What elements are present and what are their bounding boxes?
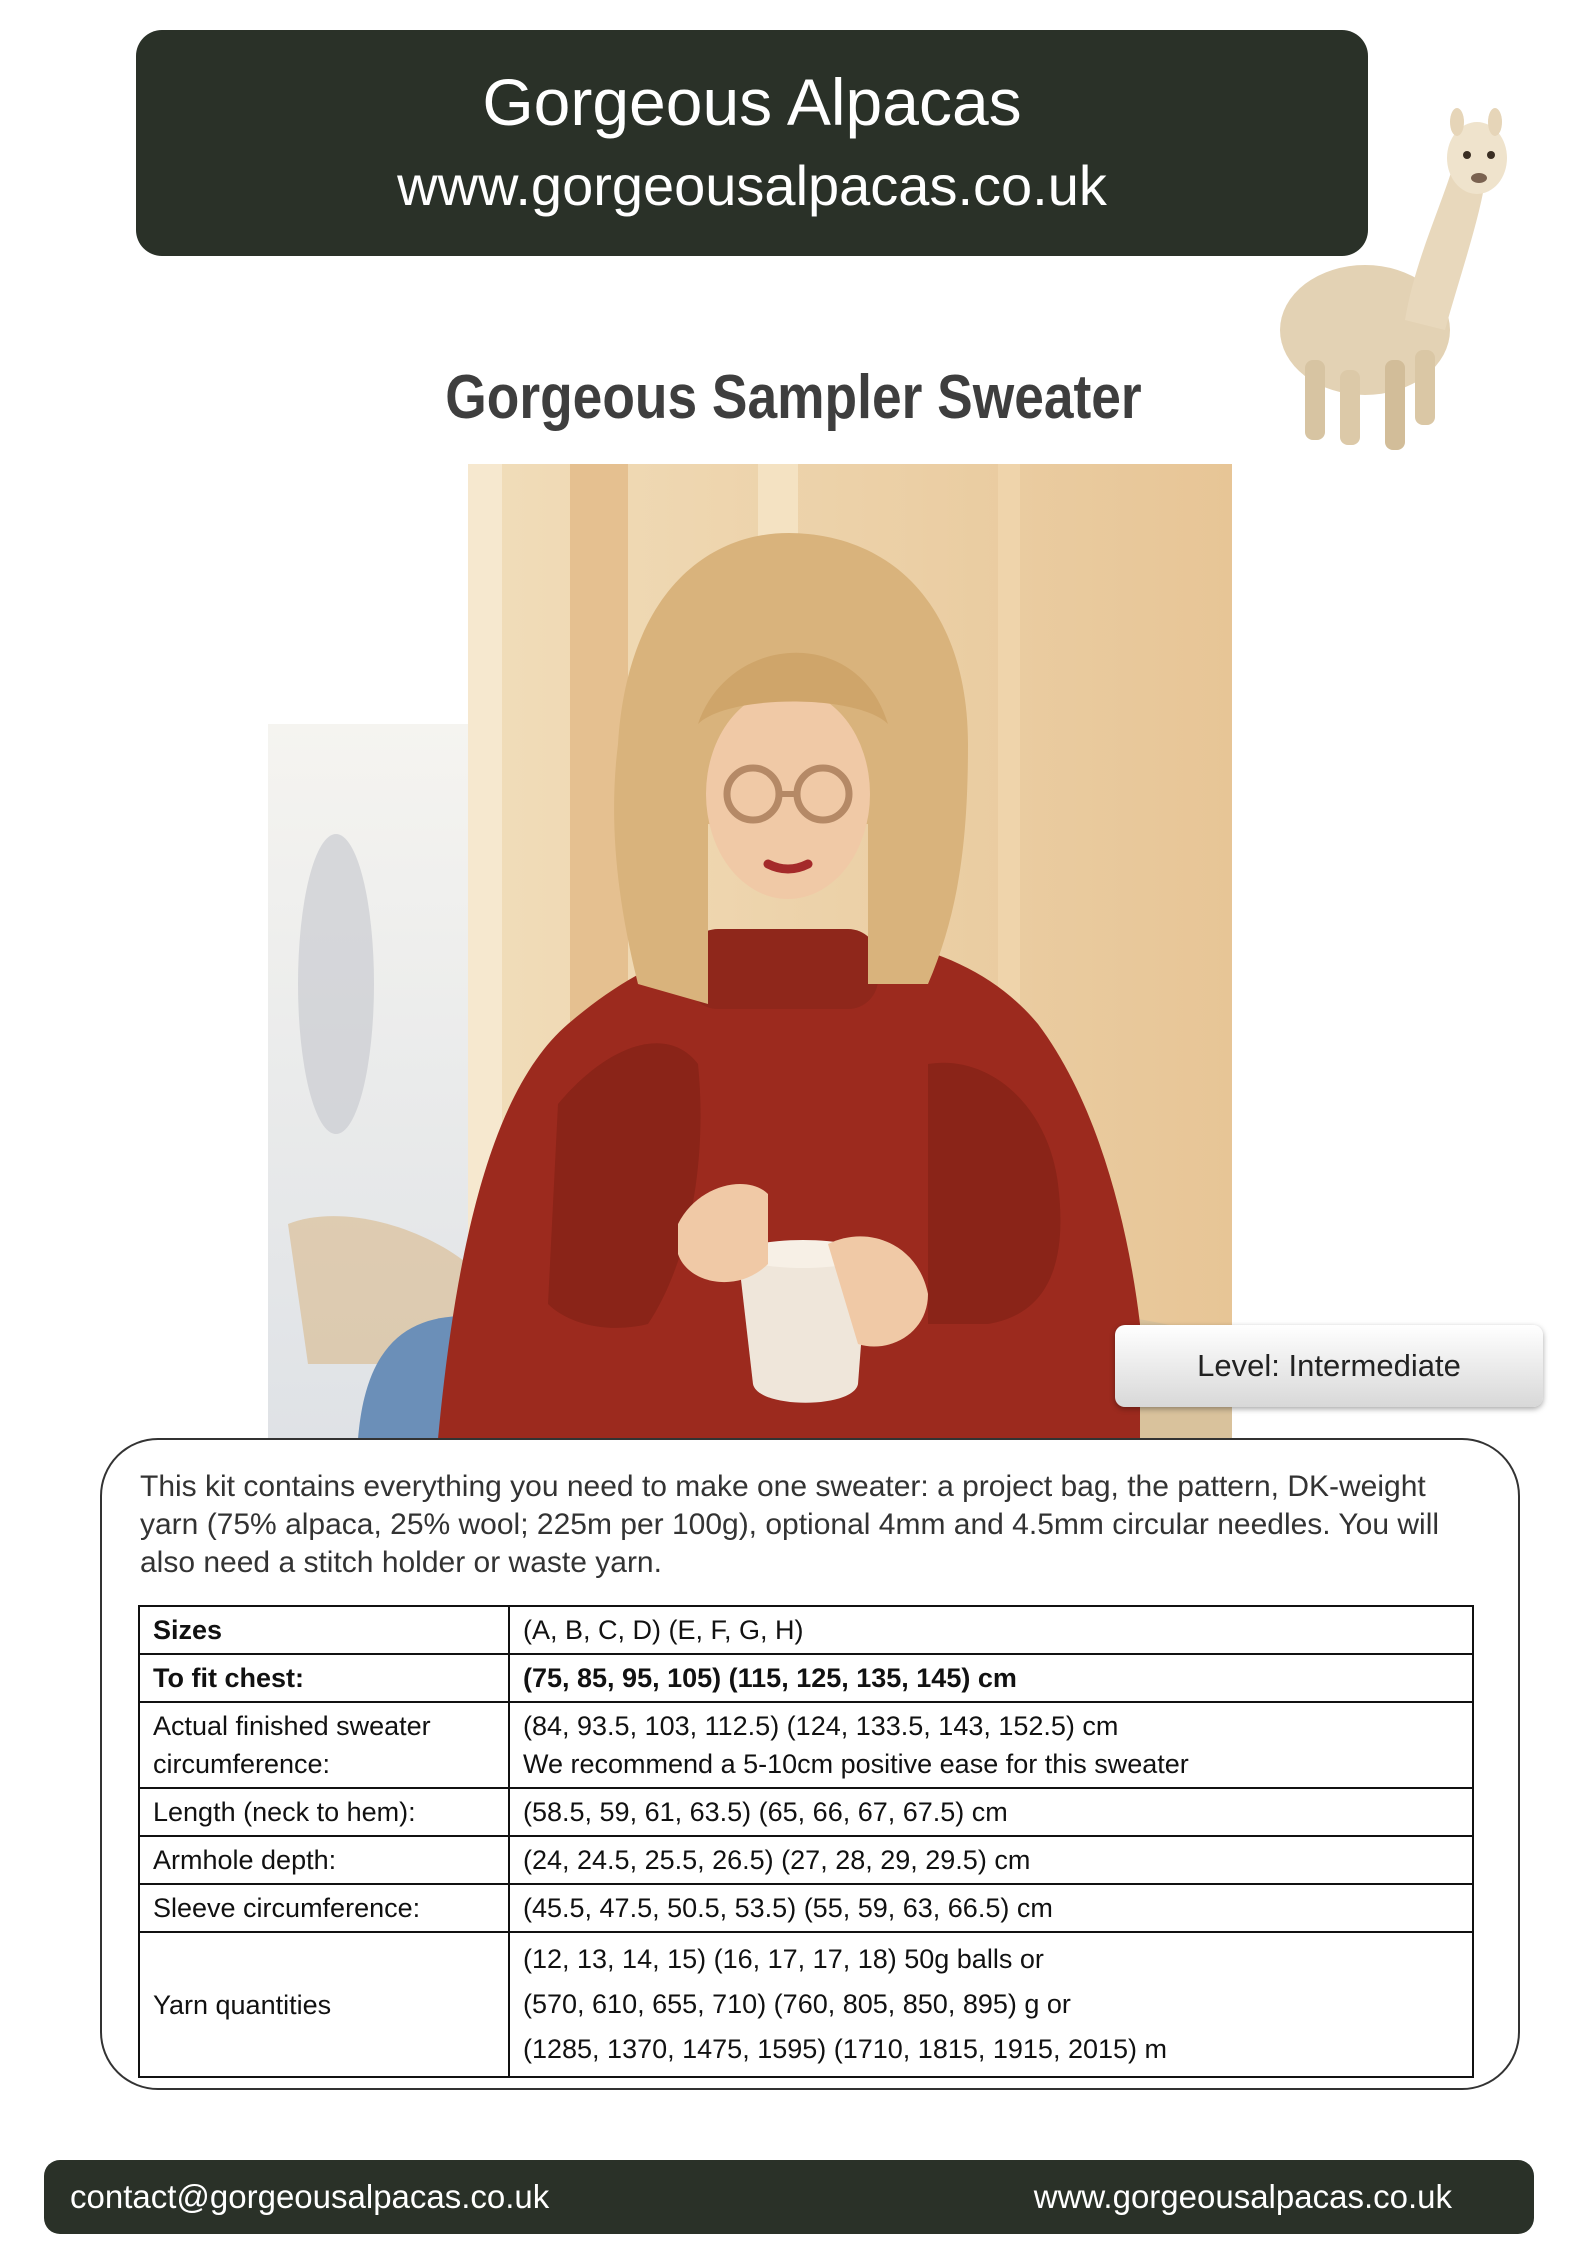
length-label: Length (neck to hem): xyxy=(139,1788,509,1836)
sleeve-value: (45.5, 47.5, 50.5, 53.5) (55, 59, 63, 66.5) cm xyxy=(509,1884,1473,1932)
footer-url-link[interactable]: www.gorgeousalpacas.co.uk xyxy=(1033,2178,1452,2215)
table-row xyxy=(139,1932,1473,2077)
footer-bar xyxy=(44,2160,1534,2234)
brand-name: Gorgeous Alpacas xyxy=(482,65,1022,139)
kit-info-panel xyxy=(100,1438,1520,2090)
yarn-balls-value: (12, 13, 14, 15) (16, 17, 17, 18) 50g balls or xyxy=(523,1944,1044,1974)
actual-circumference-cell xyxy=(509,1702,1473,1788)
pattern-title: Gorgeous Sampler Sweater xyxy=(445,363,1142,432)
yarn-grams-value: (570, 610, 655, 710) (760, 805, 850, 895) g or xyxy=(523,1989,1071,2019)
contact-email-link[interactable]: contact@gorgeousalpacas.co.uk xyxy=(70,2178,550,2215)
ease-note: We recommend a 5-10cm positive ease for this sweater xyxy=(523,1749,1189,1779)
yarn-label: Yarn quantities xyxy=(139,1932,509,2077)
yarn-cell xyxy=(509,1932,1473,2077)
table-row xyxy=(139,1836,1473,1884)
actual-circumference-label: Actual finished sweater circumference: xyxy=(139,1702,509,1788)
model-photo xyxy=(268,464,1232,1439)
level-badge: Level: Intermediate xyxy=(1115,1325,1543,1407)
sizes-value: (A, B, C, D) (E, F, G, H) xyxy=(509,1606,1473,1654)
table-row xyxy=(139,1654,1473,1702)
armhole-value: (24, 24.5, 25.5, 26.5) (27, 28, 29, 29.5) cm xyxy=(509,1836,1473,1884)
table-row xyxy=(139,1788,1473,1836)
header-url[interactable]: www.gorgeousalpacas.co.uk xyxy=(397,154,1107,217)
length-value: (58.5, 59, 61, 63.5) (65, 66, 67, 67.5) cm xyxy=(509,1788,1473,1836)
yarn-metres-value: (1285, 1370, 1475, 1595) (1710, 1815, 1915, 2015) m xyxy=(523,2034,1167,2064)
size-table xyxy=(138,1605,1474,2078)
kit-description: This kit contains everything you need to make one sweater: a project bag, the pattern, DK-weight yarn (75% alpaca, 25% wool; 225m per 100g), optional 4mm and 4.5mm circular needles. You will also need a stitch holder or waste yarn. xyxy=(140,1470,1440,1579)
table-row xyxy=(139,1702,1473,1788)
header-banner xyxy=(136,30,1368,256)
sleeve-label: Sleeve circumference: xyxy=(139,1884,509,1932)
armhole-label: Armhole depth: xyxy=(139,1836,509,1884)
chest-label: To fit chest: xyxy=(139,1654,509,1702)
actual-circumference-value: (84, 93.5, 103, 112.5) (124, 133.5, 143, 152.5) cm xyxy=(523,1711,1119,1741)
sizes-label: Sizes xyxy=(139,1606,509,1654)
table-row xyxy=(139,1884,1473,1932)
table-row xyxy=(139,1606,1473,1654)
chest-value: (75, 85, 95, 105) (115, 125, 135, 145) cm xyxy=(509,1654,1473,1702)
